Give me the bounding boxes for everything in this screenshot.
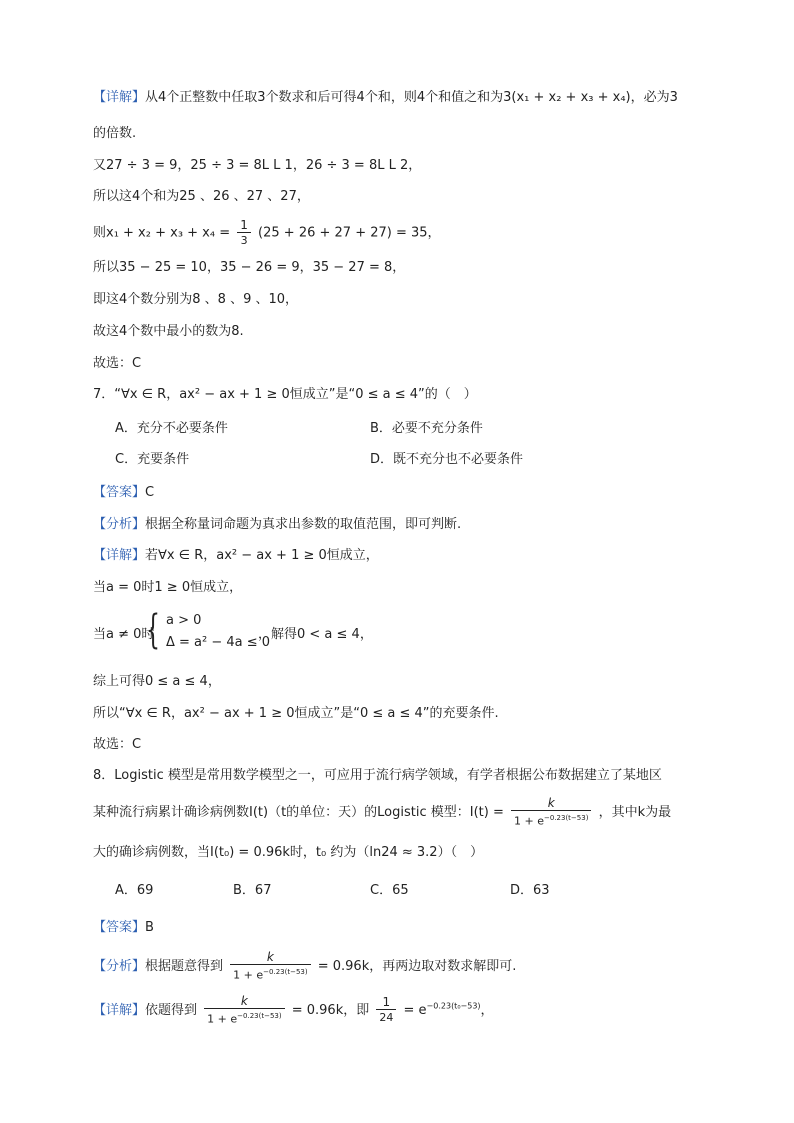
prev-line-2: 的倍数. bbox=[93, 126, 137, 141]
prev-line-7: 即这4个数分别为8 、8 、9 、10， bbox=[93, 292, 299, 307]
q8-option-b: B．67 bbox=[233, 883, 272, 898]
exponent: −0.23(t−53) bbox=[237, 1012, 282, 1020]
system-eq-2: Δ = a² − 4a ≤ 0 bbox=[166, 635, 271, 650]
q7-detail-line-3-pre: 当a ≠ 0时 bbox=[93, 627, 155, 642]
prev-line-5-pre: 则x₁ + x₂ + x₃ + x₄ = bbox=[93, 225, 231, 241]
fraction-denominator: $1 + e^{-0.23(t-53)}$ bbox=[233, 968, 308, 982]
logistic-fraction bbox=[511, 796, 591, 829]
fraction-numerator: k bbox=[230, 950, 310, 965]
detail-fraction bbox=[204, 994, 284, 1027]
detail-tag: 【详解】 bbox=[93, 548, 146, 563]
exponent: −0.23(t₀−53) bbox=[426, 1001, 481, 1011]
q7-detail-line-3-post: ，解得0 < a ≤ 4， bbox=[258, 627, 373, 642]
analysis-tag: 【分析】 bbox=[93, 517, 146, 532]
q8-analysis-post: = 0.96k，再两边取对数求解即可. bbox=[317, 958, 517, 974]
q8-detail-line-1 bbox=[93, 994, 494, 1027]
prev-line-3: 又27 ÷ 3 = 9，25 ÷ 3 = 8L L 1，26 ÷ 3 = 8L L 2， bbox=[93, 158, 422, 173]
exponent: −0.23(t−53) bbox=[263, 968, 308, 976]
prev-line-4: 所以这4个和为25 、26 、27 、27， bbox=[93, 189, 310, 204]
exponent: −0.23(t−53) bbox=[544, 814, 589, 822]
q8-detail-mid: = 0.96k，即 bbox=[291, 1002, 370, 1018]
q8-detail-pre: 依题得到 bbox=[145, 1002, 198, 1018]
answer-tag: 【答案】 bbox=[93, 485, 146, 500]
fraction-denominator: 3 bbox=[240, 234, 248, 247]
q7-option-c: C．充要条件 bbox=[115, 452, 190, 467]
q8-answer-line bbox=[93, 918, 154, 938]
prev-line-5 bbox=[93, 218, 441, 248]
q8-stem-line-2-post: ，其中k为最 bbox=[598, 804, 672, 820]
q7-option-b: B．必要不充分条件 bbox=[370, 421, 483, 436]
q8-stem-line-2-pre: 某种流行病累计确诊病例数I(t)（t的单位：天）的Logistic 模型：I(t) = bbox=[93, 804, 504, 820]
q7-answer: C bbox=[145, 485, 155, 500]
fraction-denominator: $1 + e^{-0.23(t-53)}$ bbox=[207, 1012, 282, 1026]
q8-stem-line-3: 大的确诊病例数，当I(t₀) = 0.96k时，t₀ 约为（ln24 ≈ 3.2）（ ） bbox=[93, 845, 484, 860]
q7-detail-line-6: 故选：C bbox=[93, 737, 142, 752]
q8-stem-line-2 bbox=[93, 796, 671, 829]
fraction-one-24th bbox=[376, 995, 396, 1025]
system-brace: { bbox=[146, 607, 160, 653]
q7-detail-line-5: 所以“∀x ∈ R，ax² − ax + 1 ≥ 0恒成立”是“0 ≤ a ≤ 4”的充要条件. bbox=[93, 706, 499, 721]
answer-tag: 【答案】 bbox=[93, 920, 146, 935]
prev-line-5-post: (25 + 26 + 27 + 27) = 35， bbox=[258, 225, 441, 241]
q8-option-c: C．65 bbox=[370, 883, 409, 898]
q8-answer: B bbox=[145, 920, 154, 935]
q7-analysis-line bbox=[93, 515, 461, 535]
q7-detail-line-2: 当a = 0时1 ≥ 0恒成立， bbox=[93, 580, 243, 595]
q8-option-d: D．63 bbox=[510, 883, 550, 898]
q7-analysis: 根据全称量词命题为真求出参数的取值范围，即可判断. bbox=[145, 517, 462, 532]
q8-stem-line-1: 8．Logistic 模型是常用数学模型之一，可应用于流行病学领域，有学者根据公布数据建立了某地区 bbox=[93, 768, 662, 783]
fraction-numerator: k bbox=[511, 796, 591, 811]
q8-option-a: A．69 bbox=[115, 883, 154, 898]
prev-text-1: 从4个正整数中任取3个数求和后可得4个和，则4个和值之和为3(x₁ + x₂ + x₃ + x₄)，必为3 bbox=[145, 90, 678, 105]
fraction-denominator: 24 bbox=[379, 1011, 394, 1025]
fraction-one-third bbox=[237, 218, 251, 248]
system-eq-1: a > 0 bbox=[166, 613, 202, 628]
q7-detail-1: 若∀x ∈ R，ax² − ax + 1 ≥ 0恒成立， bbox=[145, 548, 379, 563]
q7-answer-line bbox=[93, 483, 154, 503]
q7-detail-line-1 bbox=[93, 546, 379, 566]
fraction-denominator: $1 + e^{-0.23(t-53)}$ bbox=[514, 814, 589, 828]
prev-detail-line-1 bbox=[93, 88, 678, 108]
q8-analysis-line bbox=[93, 950, 516, 983]
detail-tag: 【详解】 bbox=[93, 90, 146, 105]
q8-detail-post: = $e^{-0.23(t_0-53)}$， bbox=[403, 1001, 494, 1018]
detail-tag: 【详解】 bbox=[93, 1002, 146, 1018]
q8-analysis-pre: 根据题意得到 bbox=[145, 958, 224, 974]
prev-line-6: 所以35 − 25 = 10，35 − 26 = 9，35 − 27 = 8， bbox=[93, 260, 406, 275]
q7-option-a: A．充分不必要条件 bbox=[115, 421, 228, 436]
fraction-numerator: 1 bbox=[376, 995, 396, 1010]
q7-option-d: D．既不充分也不必要条件 bbox=[370, 452, 524, 467]
analysis-tag: 【分析】 bbox=[93, 958, 146, 974]
analysis-fraction bbox=[230, 950, 310, 983]
fraction-numerator: k bbox=[204, 994, 284, 1009]
q7-detail-line-4: 综上可得0 ≤ a ≤ 4， bbox=[93, 674, 221, 689]
q7-stem: 7．“∀x ∈ R，ax² − ax + 1 ≥ 0恒成立”是“0 ≤ a ≤ 4”的（ ） bbox=[93, 387, 477, 402]
prev-line-9: 故选：C bbox=[93, 356, 142, 371]
prev-line-8: 故这4个数中最小的数为8. bbox=[93, 324, 244, 339]
fraction-numerator: 1 bbox=[237, 218, 251, 233]
